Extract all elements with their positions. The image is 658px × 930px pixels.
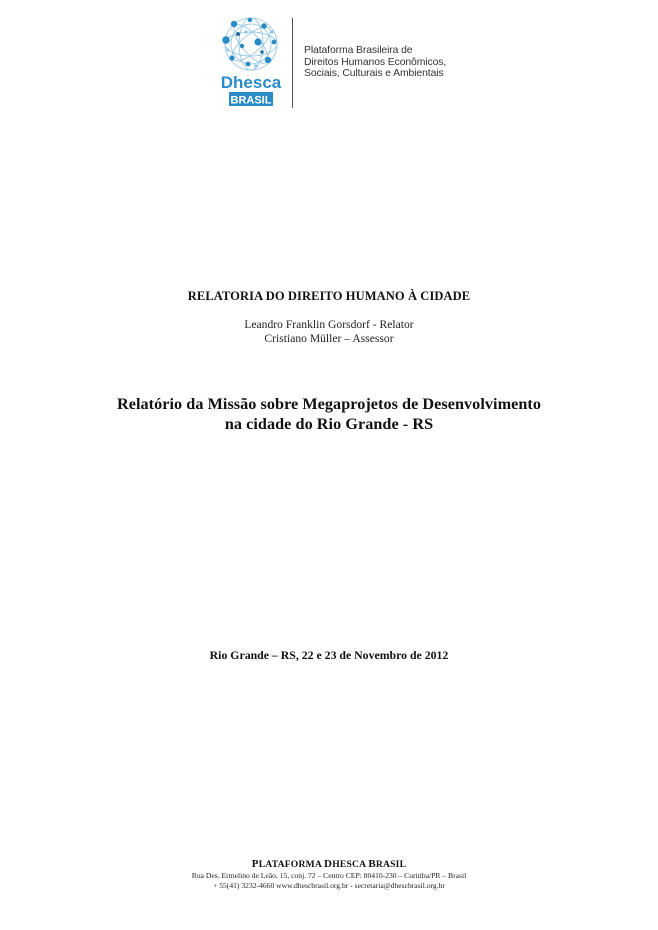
person-relator: Leandro Franklin Gorsdorf - Relator (244, 318, 414, 331)
logo-tagline (304, 45, 464, 80)
logo-name-text: Dhesca (220, 73, 282, 92)
report-title (0, 394, 658, 434)
tagline-line-1: Plataforma Brasileira de (304, 45, 413, 56)
report-title-line-2: na cidade do Rio Grande - RS (224, 415, 434, 433)
tagline-line-3: Sociais, Culturais e Ambientais (304, 68, 444, 80)
footer-org-name: PLATAFORMA DHESCA BRASIL (251, 858, 407, 870)
report-title-line-1: Relatório da Missão sobre Megaprojetos de Desenvolvimento (117, 395, 541, 413)
logo-sub-text: BRASIL (230, 94, 272, 107)
person-assessor: Cristiano Müller – Assessor (264, 332, 394, 345)
footer-address (0, 871, 658, 891)
footer-contact-line: + 55(41) 3232-4660 www.dhescbrasil.org.br - secretaria@dhescbrasil.org.br (213, 881, 445, 890)
tagline-line-2: Direitos Humanos Econômicos, (304, 56, 447, 68)
section-heading: RELATORIA DO DIREITO HUMANO À CIDADE (187, 289, 471, 303)
logo-divider (292, 18, 293, 108)
people-list (0, 318, 658, 346)
dhesca-logo-icon (218, 12, 284, 112)
date-line: Rio Grande – RS, 22 e 23 de Novembro de 2012 (209, 648, 449, 662)
footer-address-line-1: Rua Des. Ermelino de Leão, 15, conj. 72 – Centro CEP: 80410-230 – Curitiba/PR – Brasil (191, 871, 467, 880)
header-logo (218, 12, 458, 112)
